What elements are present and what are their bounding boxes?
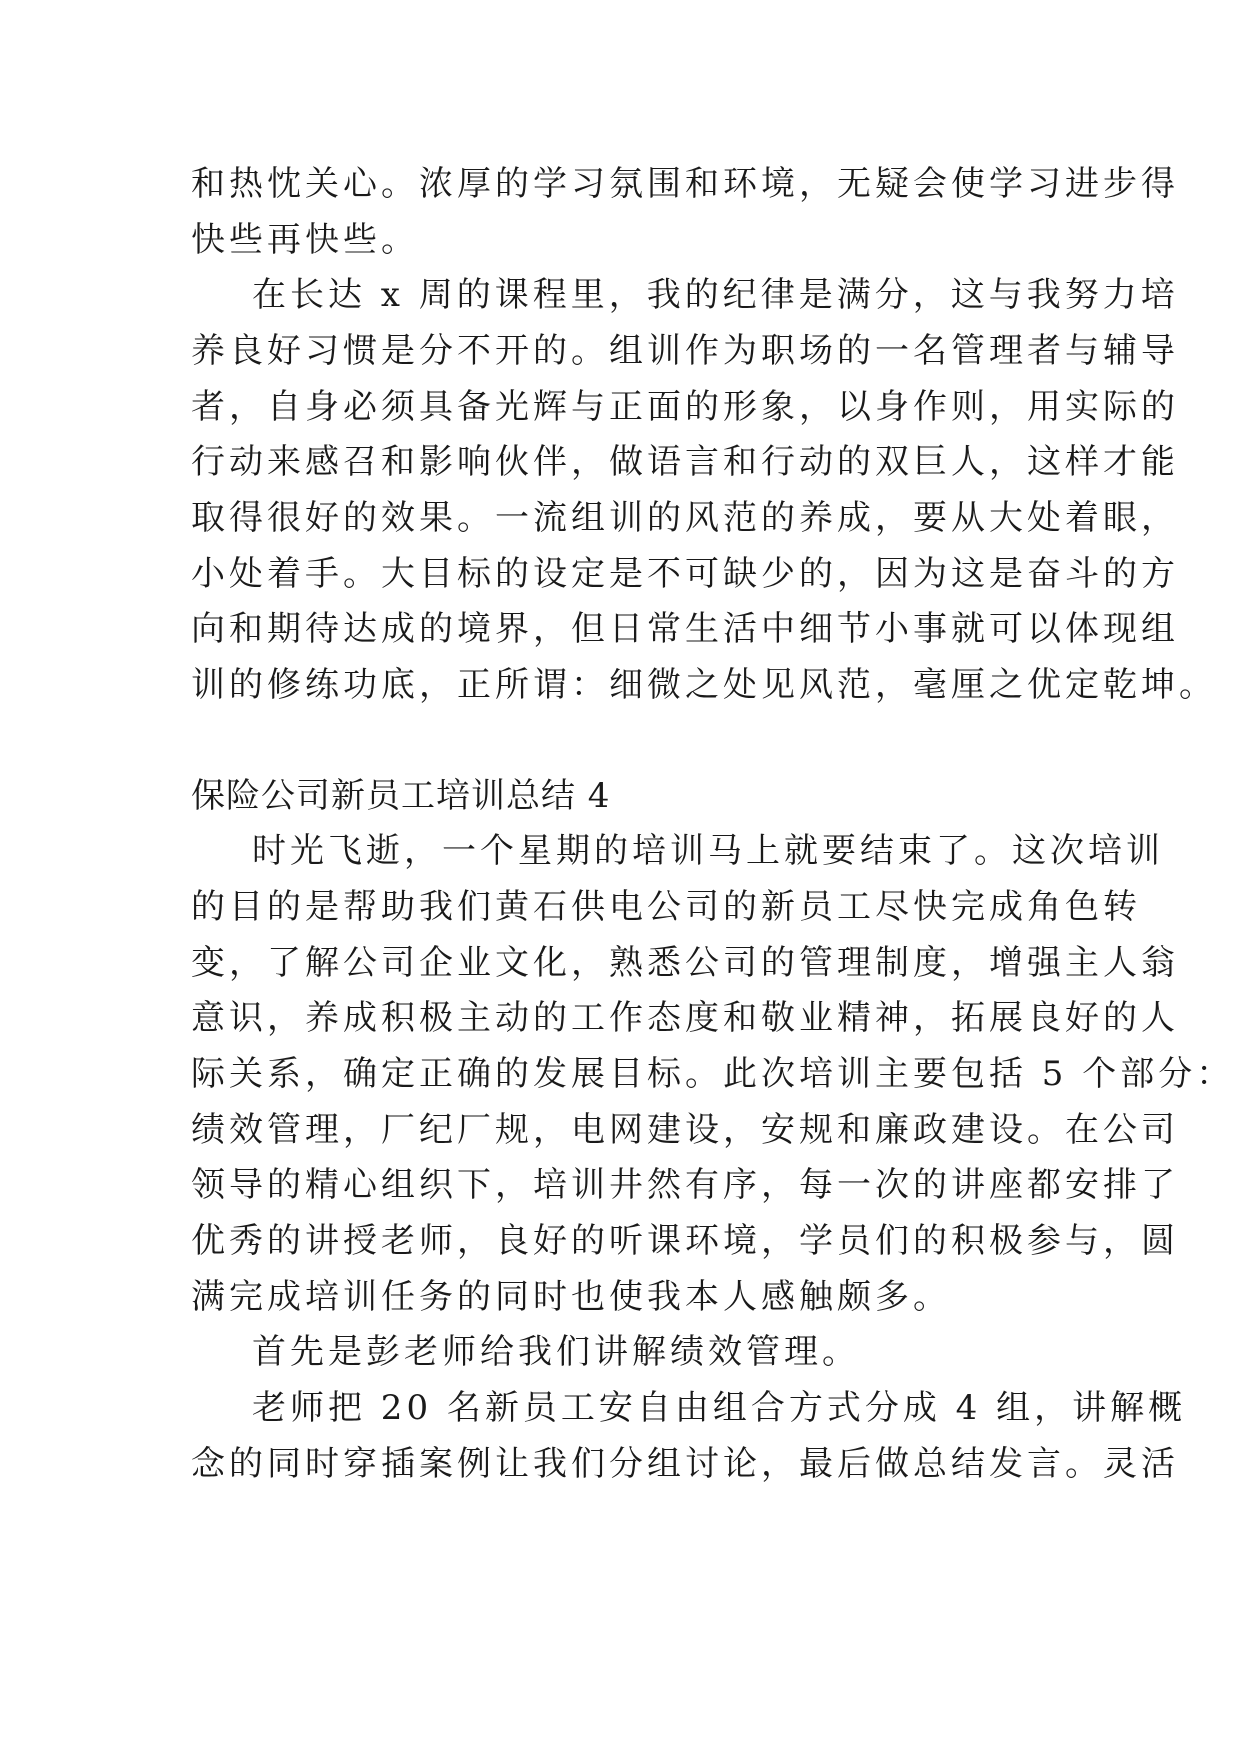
paragraph-1-line-1: 和热忱关心。浓厚的学习氛围和环境，无疑会使学习进步得	[191, 164, 1179, 204]
section-title: 保险公司新员工培训总结 4	[191, 776, 611, 816]
paragraph-4-line-1: 首先是彭老师给我们讲解绩效管理。	[252, 1332, 860, 1372]
paragraph-3-line-7: 领导的精心组织下，培训井然有序，每一次的讲座都安排了	[191, 1165, 1179, 1205]
paragraph-2-line-1: 在长达 x 周的课程里，我的纪律是满分，这与我努力培	[252, 275, 1179, 315]
paragraph-2-line-3: 者，自身必须具备光辉与正面的形象，以身作则，用实际的	[191, 387, 1179, 427]
paragraph-2-line-2: 养良好习惯是分不开的。组训作为职场的一名管理者与辅导	[191, 331, 1179, 371]
paragraph-2-line-5: 取得很好的效果。一流组训的风范的养成，要从大处着眼，	[191, 498, 1179, 538]
paragraph-1-line-2: 快些再快些。	[191, 220, 419, 260]
paragraph-5-line-2: 念的同时穿插案例让我们分组讨论，最后做总结发言。灵活	[191, 1444, 1179, 1484]
paragraph-5-line-1: 老师把 20 名新员工安自由组合方式分成 4 组，讲解概	[252, 1388, 1187, 1428]
paragraph-3-line-6: 绩效管理，厂纪厂规，电网建设，安规和廉政建设。在公司	[191, 1110, 1179, 1150]
paragraph-3-line-3: 变，了解公司企业文化，熟悉公司的管理制度，增强主人翁	[191, 943, 1179, 983]
paragraph-3-line-2: 的目的是帮助我们黄石供电公司的新员工尽快完成角色转	[191, 887, 1141, 927]
paragraph-3-line-5: 际关系，确定正确的发展目标。此次培训主要包括 5 个部分：	[191, 1054, 1235, 1094]
paragraph-3-line-1: 时光飞逝，一个星期的培训马上就要结束了。这次培训	[252, 831, 1164, 871]
paragraph-2-line-7: 向和期待达成的境界，但日常生活中细节小事就可以体现组	[191, 609, 1179, 649]
paragraph-2-line-4: 行动来感召和影响伙伴，做语言和行动的双巨人，这样才能	[191, 442, 1179, 482]
paragraph-3-line-8: 优秀的讲授老师，良好的听课环境，学员们的积极参与，圆	[191, 1221, 1179, 1261]
paragraph-3-line-4: 意识，养成积极主动的工作态度和敬业精神，拓展良好的人	[191, 998, 1179, 1038]
paragraph-2-line-6: 小处着手。大目标的设定是不可缺少的，因为这是奋斗的方	[191, 554, 1179, 594]
paragraph-2-line-8: 训的修练功底，正所谓：细微之处见风范，毫厘之优定乾坤。	[191, 665, 1217, 705]
paragraph-3-line-9: 满完成培训任务的同时也使我本人感触颇多。	[191, 1277, 951, 1317]
